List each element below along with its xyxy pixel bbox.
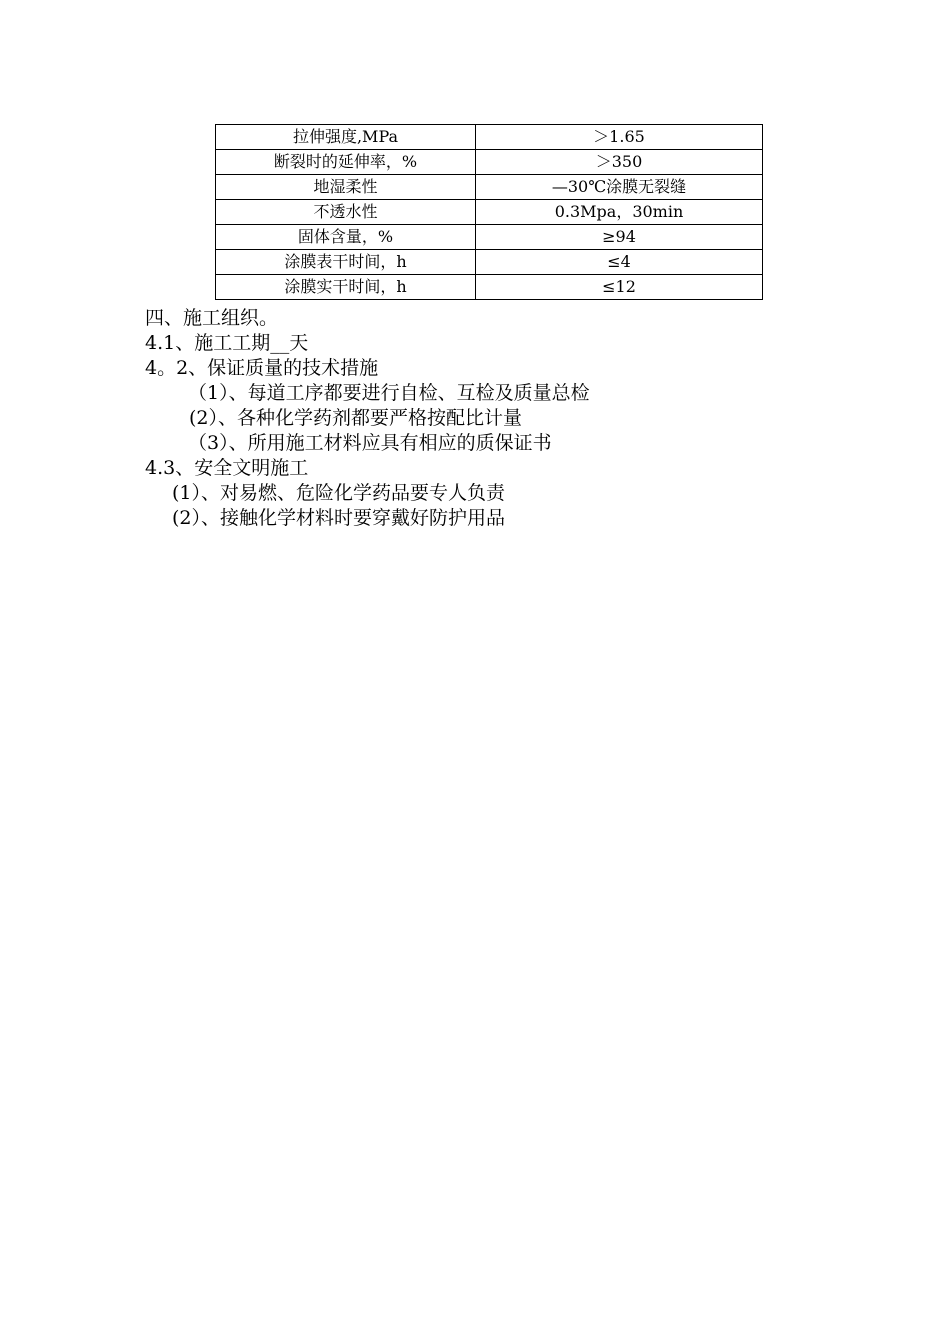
table-row [216,175,763,200]
property-cell: 固体含量，% [216,225,476,250]
value-cell: ＞350 [476,150,763,175]
quality-measure-item: (2）、各种化学药剂都要严格按配比计量 [189,407,523,429]
value-cell: ＞1.65 [476,125,763,150]
construction-period-item: 4.1、施工工期__天 [145,332,309,354]
table-row [216,150,763,175]
safety-heading: 4.3、安全文明施工 [145,457,309,479]
table-row [216,275,763,300]
value-cell: ≤12 [476,275,763,300]
table-row [216,225,763,250]
value-cell: —30℃涂膜无裂缝 [476,175,763,200]
table-row [216,200,763,225]
property-cell: 断裂时的延伸率，% [216,150,476,175]
table-row [216,250,763,275]
value-cell: 0.3Mpa，30min [476,200,763,225]
property-cell: 不透水性 [216,200,476,225]
safety-item: (2）、接触化学材料时要穿戴好防护用品 [172,507,506,529]
quality-measure-item: （1）、每道工序都要进行自检、互检及质量总检 [188,382,590,404]
table-row [216,125,763,150]
safety-item: (1）、对易燃、危险化学药品要专人负责 [172,482,506,504]
property-cell: 涂膜实干时间，h [216,275,476,300]
quality-measures-heading: 4。2、保证质量的技术措施 [145,357,379,379]
property-cell: 地湿柔性 [216,175,476,200]
value-cell: ≥94 [476,225,763,250]
property-cell: 拉伸强度,MPa [216,125,476,150]
section-heading: 四、施工组织。 [145,307,279,329]
property-cell: 涂膜表干时间，h [216,250,476,275]
quality-measure-item: （3）、所用施工材料应具有相应的质保证书 [188,432,552,454]
value-cell: ≤4 [476,250,763,275]
spec-table [215,124,763,300]
